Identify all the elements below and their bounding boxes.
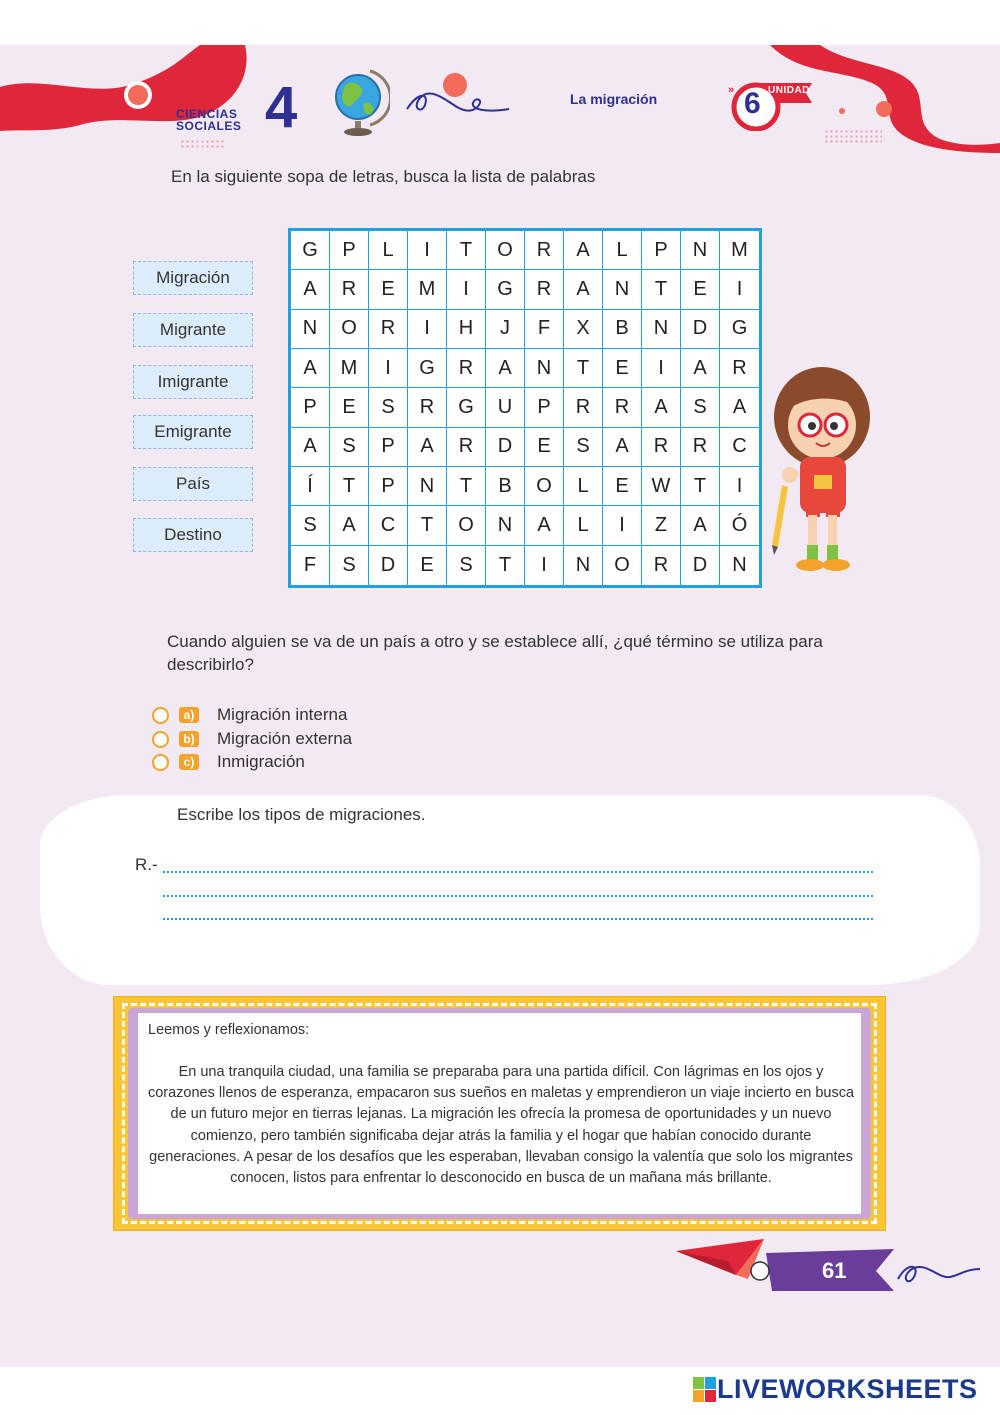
grid-cell[interactable]: Í	[291, 467, 330, 506]
grid-cell[interactable]: T	[447, 231, 486, 270]
grid-cell[interactable]: I	[720, 467, 759, 506]
grid-cell[interactable]: Z	[642, 506, 681, 545]
decorative-dots	[824, 129, 882, 143]
grid-cell[interactable]: N	[681, 231, 720, 270]
unit-label: UNIDAD	[768, 85, 810, 96]
grid-cell[interactable]: A	[291, 270, 330, 309]
option-label: Migración externa	[217, 729, 353, 748]
grid-cell[interactable]: S	[330, 546, 369, 585]
page-number: 61	[822, 1258, 847, 1283]
grid-cell[interactable]: R	[525, 231, 564, 270]
grid-cell[interactable]: E	[330, 388, 369, 427]
grid-cell[interactable]: A	[525, 506, 564, 545]
grid-cell[interactable]: A	[642, 388, 681, 427]
grid-cell[interactable]: I	[408, 310, 447, 349]
grid-cell[interactable]: O	[447, 506, 486, 545]
grid-cell[interactable]: T	[564, 349, 603, 388]
grid-cell[interactable]: I	[642, 349, 681, 388]
grid-cell[interactable]: D	[681, 310, 720, 349]
reading-body: En una tranquila ciudad, una familia se preparaba para una partida difícil. Con lágrimas en los ojos y corazones llenos de esperanza, empacaron sus sueños en maletas y emprendieron un viaje incierto en busca de un futuro mejor en tierras lejanas. La migración les ofrecía la promesa de oportunidades y un nuevo comienzo, pero también significaba dejar atrás la familia y el hogar que habían conocido durante generaciones. A pesar de los desafíos que les esperaban, llevaban consigo la valentía que solo los migrantes conocen, listos para enfrentar lo desconocido en busca de un mañana más brillante.	[147, 1064, 855, 1187]
grid-cell[interactable]: O	[525, 467, 564, 506]
option-a[interactable]	[152, 704, 347, 726]
grid-cell[interactable]: D	[681, 546, 720, 585]
word-chip: Imigrante	[133, 365, 253, 399]
grid-cell[interactable]: P	[642, 231, 681, 270]
grid-cell[interactable]: P	[369, 428, 408, 467]
grid-cell[interactable]: L	[603, 231, 642, 270]
grid-cell[interactable]: E	[603, 467, 642, 506]
grid-cell[interactable]: L	[564, 506, 603, 545]
grid-cell[interactable]: G	[447, 388, 486, 427]
grid-cell[interactable]: P	[291, 388, 330, 427]
liveworksheets-logo-icon	[693, 1377, 717, 1403]
liveworksheets-brand: LIVEWORKSHEETS	[717, 1374, 978, 1404]
writing-instruction: Escribe los tipos de migraciones.	[177, 805, 426, 824]
grid-cell[interactable]: E	[603, 349, 642, 388]
word-chip: Migración	[133, 261, 253, 295]
subject-line-1: CIENCIAS	[176, 107, 238, 121]
grid-cell[interactable]: A	[408, 428, 447, 467]
grid-cell[interactable]: E	[681, 270, 720, 309]
grid-cell[interactable]: N	[603, 270, 642, 309]
grid-cell[interactable]: R	[447, 349, 486, 388]
grid-cell[interactable]: A	[681, 349, 720, 388]
grid-cell[interactable]: S	[681, 388, 720, 427]
option-letter: a)	[179, 707, 199, 723]
grid-cell[interactable]: G	[408, 349, 447, 388]
grid-cell[interactable]: R	[525, 270, 564, 309]
grid-cell[interactable]: T	[486, 546, 525, 585]
grid-cell[interactable]: R	[642, 546, 681, 585]
option-label: Migración interna	[217, 705, 348, 724]
grid-cell[interactable]: N	[564, 546, 603, 585]
grid-cell[interactable]: M	[720, 231, 759, 270]
grid-cell[interactable]: M	[330, 349, 369, 388]
grid-cell[interactable]: I	[720, 270, 759, 309]
grid-cell[interactable]: C	[369, 506, 408, 545]
grid-cell[interactable]: S	[369, 388, 408, 427]
grid-cell[interactable]: D	[369, 546, 408, 585]
grid-cell[interactable]: L	[564, 467, 603, 506]
grid-cell[interactable]: N	[525, 349, 564, 388]
grid-cell[interactable]: E	[525, 428, 564, 467]
wordsearch-grid[interactable]	[288, 228, 762, 588]
grid-cell[interactable]: G	[720, 310, 759, 349]
grid-cell[interactable]: M	[408, 270, 447, 309]
grid-cell[interactable]: R	[408, 388, 447, 427]
liveworksheets-logo	[693, 1374, 978, 1405]
globe-icon	[328, 65, 390, 139]
grid-cell[interactable]: R	[369, 310, 408, 349]
grid-cell[interactable]: N	[732, 553, 747, 576]
word-chip: País	[133, 467, 253, 501]
answer-label: R.-	[135, 855, 158, 874]
grid-cell[interactable]: L	[369, 231, 408, 270]
grid-cell[interactable]: C	[720, 428, 759, 467]
grid-cell[interactable]: P	[525, 388, 564, 427]
grid-cell[interactable]: S	[291, 506, 330, 545]
radio-button[interactable]	[152, 707, 169, 724]
worksheet-page	[0, 45, 1000, 1367]
grid-cell[interactable]: N	[486, 506, 525, 545]
grid-cell[interactable]: A	[330, 506, 369, 545]
grid-cell[interactable]: S	[447, 546, 486, 585]
swirl-decoration-icon	[405, 71, 515, 121]
grid-cell[interactable]: P	[369, 467, 408, 506]
grid-cell[interactable]: A	[603, 428, 642, 467]
grade-number: 4	[265, 75, 298, 140]
grid-cell[interactable]: S	[330, 428, 369, 467]
grid-cell[interactable]: I	[369, 349, 408, 388]
grid-cell[interactable]: N	[408, 467, 447, 506]
grid-cell[interactable]: E	[408, 546, 447, 585]
grid-cell[interactable]: T	[447, 467, 486, 506]
svg-text:»: »	[728, 84, 735, 96]
grid-cell[interactable]: F	[525, 310, 564, 349]
unit-number: 6	[744, 87, 761, 120]
grid-cell[interactable]: P	[330, 231, 369, 270]
grid-cell[interactable]: B	[486, 467, 525, 506]
wordsearch-instruction: En la siguiente sopa de letras, busca la lista de palabras	[171, 167, 596, 186]
word-chip: Migrante	[133, 313, 253, 347]
grid-cell[interactable]: U	[486, 388, 525, 427]
grid-cell[interactable]: I	[447, 270, 486, 309]
grid-cell[interactable]: Ó	[720, 506, 759, 545]
grid-cell[interactable]: H	[447, 310, 486, 349]
decorative-dots	[180, 139, 224, 149]
grid-cell[interactable]: T	[330, 467, 369, 506]
grid-cell[interactable]: I	[525, 546, 564, 585]
grid-cell[interactable]: T	[642, 270, 681, 309]
option-c[interactable]	[152, 751, 305, 773]
grid-cell[interactable]: W	[642, 467, 681, 506]
grid-cell[interactable]: R	[330, 270, 369, 309]
option-letter: c)	[179, 754, 199, 770]
grid-cell[interactable]: X	[564, 310, 603, 349]
grid-cell[interactable]: A	[564, 231, 603, 270]
subject-line-2: SOCIALES	[176, 119, 242, 133]
grid-cell[interactable]: D	[486, 428, 525, 467]
answer-line-1[interactable]	[163, 853, 873, 873]
grid-cell[interactable]: T	[408, 506, 447, 545]
grid-cell[interactable]: S	[564, 428, 603, 467]
grid-cell[interactable]: E	[369, 270, 408, 309]
grid-cell[interactable]: G	[486, 270, 525, 309]
grid-cell[interactable]: O	[603, 546, 642, 585]
grid-cell[interactable]: N	[642, 310, 681, 349]
word-chip: Destino	[133, 518, 253, 552]
answer-line-2[interactable]	[163, 877, 873, 897]
reading-title: Leemos y reflexionamos:	[148, 1022, 310, 1038]
grid-cell[interactable]: A	[291, 349, 330, 388]
grid-cell[interactable]: A	[564, 270, 603, 309]
option-b[interactable]	[152, 728, 352, 750]
grid-cell[interactable]: N	[291, 310, 330, 349]
grid-cell[interactable]: A	[486, 349, 525, 388]
grid-cell[interactable]: R	[720, 349, 759, 388]
grid-cell[interactable]: B	[603, 310, 642, 349]
option-label: Inmigración	[217, 752, 305, 771]
topic-title: La migración	[570, 91, 658, 107]
grid-cell[interactable]: G	[291, 231, 330, 270]
grid-cell[interactable]: A	[720, 388, 759, 427]
answer-line-3[interactable]	[163, 900, 873, 920]
grid-cell[interactable]: T	[681, 467, 720, 506]
grid-cell[interactable]: R	[447, 428, 486, 467]
grid-cell[interactable]: R	[642, 428, 681, 467]
radio-button[interactable]	[152, 754, 169, 771]
grid-cell[interactable]: R	[681, 428, 720, 467]
option-letter: b)	[179, 731, 199, 747]
grid-cell[interactable]: R	[603, 388, 642, 427]
grid-cell[interactable]: R	[564, 388, 603, 427]
grid-cell[interactable]: J	[486, 310, 525, 349]
girl-with-pencil-illustration	[760, 355, 885, 585]
grid-cell[interactable]: I	[408, 231, 447, 270]
grid-cell[interactable]: I	[603, 506, 642, 545]
grid-cell[interactable]: O	[486, 231, 525, 270]
radio-button[interactable]	[152, 731, 169, 748]
question-text: Cuando alguien se va de un país a otro y se establece allí, ¿qué término se utiliza para describirlo?	[167, 632, 823, 674]
grid-cell[interactable]: A	[681, 506, 720, 545]
grid-cell[interactable]: A	[291, 428, 330, 467]
grid-cell[interactable]: F	[291, 546, 330, 585]
word-chip: Emigrante	[133, 415, 253, 449]
subject-label	[176, 108, 241, 132]
grid-cell[interactable]: O	[330, 310, 369, 349]
